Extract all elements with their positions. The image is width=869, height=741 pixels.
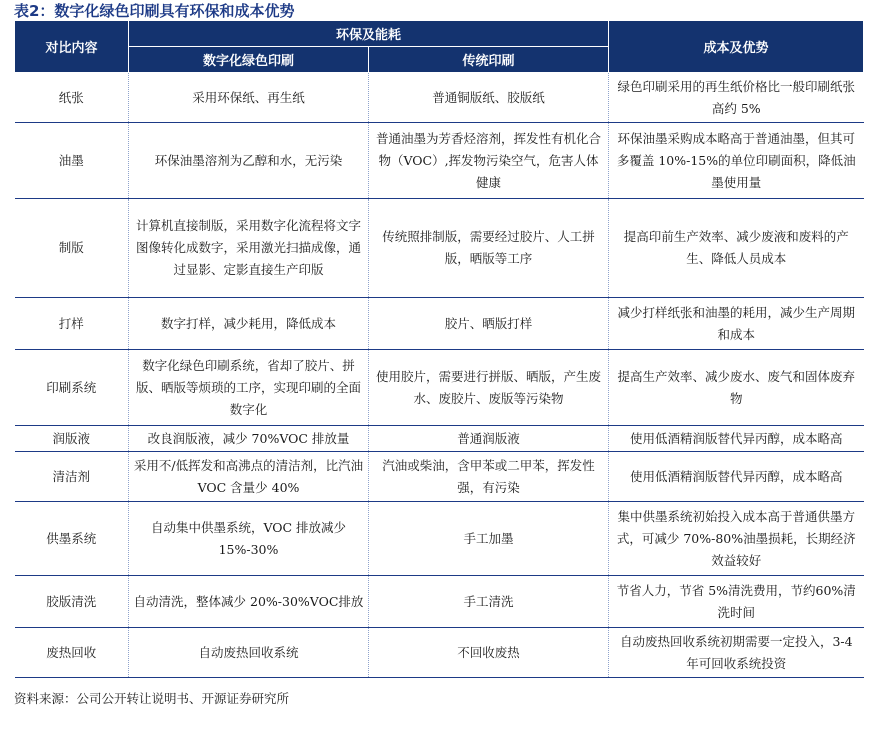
table-row: [15, 350, 864, 426]
cost-cell: 自动废热回收系统初期需要一定投入，3-4 年可回收系统投资: [609, 628, 864, 678]
table-row: [15, 502, 864, 576]
digital-cell: 环保油墨溶剂为乙醇和水，无污染: [129, 123, 369, 199]
row-item: 打样: [15, 298, 129, 350]
row-item: 油墨: [15, 123, 129, 199]
header-cost: 成本及优势: [609, 21, 864, 73]
digital-cell: 数字化绿色印刷系统，省却了胶片、拼版、晒版等烦琐的工序，实现印刷的全面数字化: [129, 350, 369, 426]
header-traditional: 传统印刷: [369, 47, 609, 73]
cost-cell: 减少打样纸张和油墨的耗用，减少生产周期和成本: [609, 298, 864, 350]
cost-cell: 集中供墨系统初始投入成本高于普通供墨方式，可减少 70%-80%油墨损耗，长期经济效益较好: [609, 502, 864, 576]
traditional-cell: 使用胶片，需要进行拼版、晒版，产生废水、废胶片、废版等污染物: [369, 350, 609, 426]
cost-cell: 绿色印刷采用的再生纸价格比一般印刷纸张高约 5%: [609, 73, 864, 123]
traditional-cell: 不回收废热: [369, 628, 609, 678]
table-row: [15, 73, 864, 123]
table-row: [15, 576, 864, 628]
digital-cell: 数字打样，减少耗用，降低成本: [129, 298, 369, 350]
traditional-cell: 手工清洗: [369, 576, 609, 628]
row-item: 清洁剂: [15, 452, 129, 502]
traditional-cell: 手工加墨: [369, 502, 609, 576]
digital-cell: 自动集中供墨系统，VOC 排放减少15%-30%: [129, 502, 369, 576]
row-item: 废热回收: [15, 628, 129, 678]
table-row: [15, 123, 864, 199]
row-item: 印刷系统: [15, 350, 129, 426]
header-row-top: [15, 21, 864, 47]
header-digital: 数字化绿色印刷: [129, 47, 369, 73]
cost-cell: 节省人力，节省 5%清洗费用，节约60%清洗时间: [609, 576, 864, 628]
digital-cell: 自动废热回收系统: [129, 628, 369, 678]
traditional-cell: 传统照排制版，需要经过胶片、人工拼版，晒版等工序: [369, 199, 609, 298]
cost-cell: 提高印前生产效率、减少废液和废料的产生、降低人员成本: [609, 199, 864, 298]
header-env-group: 环保及能耗: [129, 21, 609, 47]
table-row: [15, 298, 864, 350]
table-row: [15, 199, 864, 298]
cost-cell: 环保油墨采购成本略高于普通油墨，但其可多覆盖 10%-15%的单位印刷面积，降低油墨使用量: [609, 123, 864, 199]
source-note: 资料来源：公司公开转让说明书、开源证券研究所: [14, 691, 290, 706]
comparison-table: [14, 20, 864, 678]
traditional-cell: 胶片、晒版打样: [369, 298, 609, 350]
digital-cell: 改良润版液，减少 70%VOC 排放量: [129, 426, 369, 452]
table-row: [15, 628, 864, 678]
traditional-cell: 汽油或柴油，含甲苯或二甲苯，挥发性强，有污染: [369, 452, 609, 502]
row-item: 润版液: [15, 426, 129, 452]
header-compare: 对比内容: [15, 21, 129, 73]
traditional-cell: 普通油墨为芳香烃溶剂，挥发性有机化合物（VOC）,挥发物污染空气，危害人体健康: [369, 123, 609, 199]
traditional-cell: 普通铜版纸、胶版纸: [369, 73, 609, 123]
row-item: 制版: [15, 199, 129, 298]
cost-cell: 使用低酒精润版替代异丙醇，成本略高: [609, 426, 864, 452]
row-item: 供墨系统: [15, 502, 129, 576]
table-row: [15, 426, 864, 452]
row-item: 胶版清洗: [15, 576, 129, 628]
digital-cell: 计算机直接制版，采用数字化流程将文字图像转化成数字，采用激光扫描成像，通过显影、定影直接生产印版: [129, 199, 369, 298]
digital-cell: 自动清洗，整体减少 20%-30%VOC排放: [129, 576, 369, 628]
cost-cell: 使用低酒精润版替代异丙醇，成本略高: [609, 452, 864, 502]
traditional-cell: 普通润版液: [369, 426, 609, 452]
table-caption: 表2：数字化绿色印刷具有环保和成本优势: [14, 2, 295, 20]
digital-cell: 采用不/低挥发和高沸点的清洁剂，比汽油 VOC 含量少 40%: [129, 452, 369, 502]
table-row: [15, 452, 864, 502]
cost-cell: 提高生产效率、减少废水、废气和固体废弃物: [609, 350, 864, 426]
digital-cell: 采用环保纸、再生纸: [129, 73, 369, 123]
row-item: 纸张: [15, 73, 129, 123]
